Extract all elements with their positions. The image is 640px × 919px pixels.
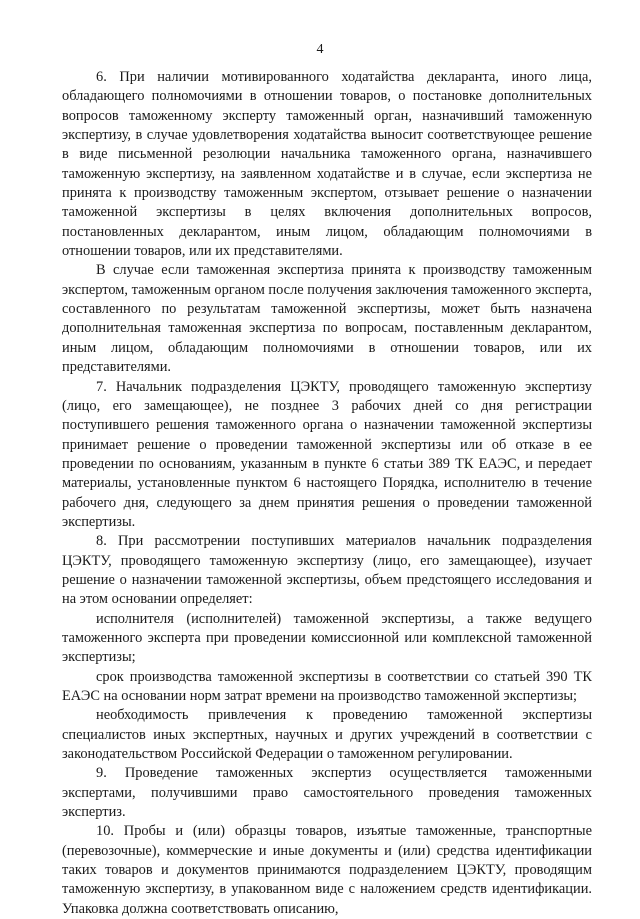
paragraph-10: 10. Пробы и (или) образцы товаров, изъятые таможенные, транспортные (перевозочные), коммерческие и иные документы и (или) средства идентификации таких товаров и документов принимаются подразделением ЦЭКТУ, проводящим таможенную экспертизу, в упакованном виде с наложением средств идентификации. Упаковка должна соответствовать описанию,: [62, 823, 592, 917]
paragraph-9: 9. Проведение таможенных экспертиз осуществляется таможенными экспертами, получившими право самостоятельного проведения таможенных экспертиз.: [62, 765, 592, 821]
paragraph-8-item-specialists: необходимость привлечения к проведению таможенной экспертизы специалистов иных экспертных, научных и других учреждений в соответствии с законодательством Российской Федерации о таможенном регулировании.: [62, 707, 592, 763]
page-number: 4: [316, 42, 324, 57]
paragraph-6: 6. При наличии мотивированного ходатайства декларанта, иного лица, обладающего полномочиями в отношении товаров, о постановке дополнительных вопросов таможенному эксперту таможенный орган, назначивший таможенную экспертизу, в случае удовлетворения ходатайства выносит соответствующее решение в виде письменной резолюции начальника таможенного органа, назначившего таможенную экспертизу, на заявленном ходатайстве и в случае, если экспертиза не принята к производству таможенным экспертом, отзывает решение о назначении таможенной экспертизы в целях включения дополнительных вопросов, постановленных декларантом, иным лицом, обладающим полномочиями в отношении товаров, или их представителями.: [62, 69, 592, 260]
document-body: [62, 68, 592, 919]
paragraph-7: 7. Начальник подразделения ЦЭКТУ, проводящего таможенную экспертизу (лицо, его замещающее), не позднее 3 рабочих дней со дня регистрации поступившего решения таможенного органа о назначении таможенной экспертизы принимает решение о проведении таможенной экспертизы или об отказе в ее проведении по основаниям, указанным в пункте 6 статьи 389 ТК ЕАЭС, и передает материалы, установленные пунктом 6 настоящего Порядка, исполнителю в течение рабочего дня, следующего за днем принятия решения о проведении таможенной экспертизы.: [62, 378, 592, 530]
paragraph-8-item-term: срок производства таможенной экспертизы в соответствии со статьей 390 ТК ЕАЭС на основании норм затрат времени на производство таможенной экспертизы;: [62, 668, 592, 704]
paragraph-8: 8. При рассмотрении поступивших материалов начальник подразделения ЦЭКТУ, проводящего таможенную экспертизу (лицо, его замещающее), изучает решение о назначении таможенной экспертизы, объем предстоящего исследования и на этом основании определяет:: [62, 533, 592, 608]
paragraph-6-continuation: В случае если таможенная экспертиза принята к производству таможенным экспертом, таможенным органом после получения заключения таможенного эксперта, составленного по результатам таможенной экспертизы, может быть назначена дополнительная таможенная экспертиза по вопросам, поставленным декларантом, иным лицом, обладающим полномочиями в отношении товаров, или их представителями.: [62, 262, 592, 376]
paragraph-8-item-executors: исполнителя (исполнителей) таможенной экспертизы, а также ведущего таможенного эксперта при проведении комиссионной или комплексной таможенной экспертизы;: [62, 610, 592, 666]
